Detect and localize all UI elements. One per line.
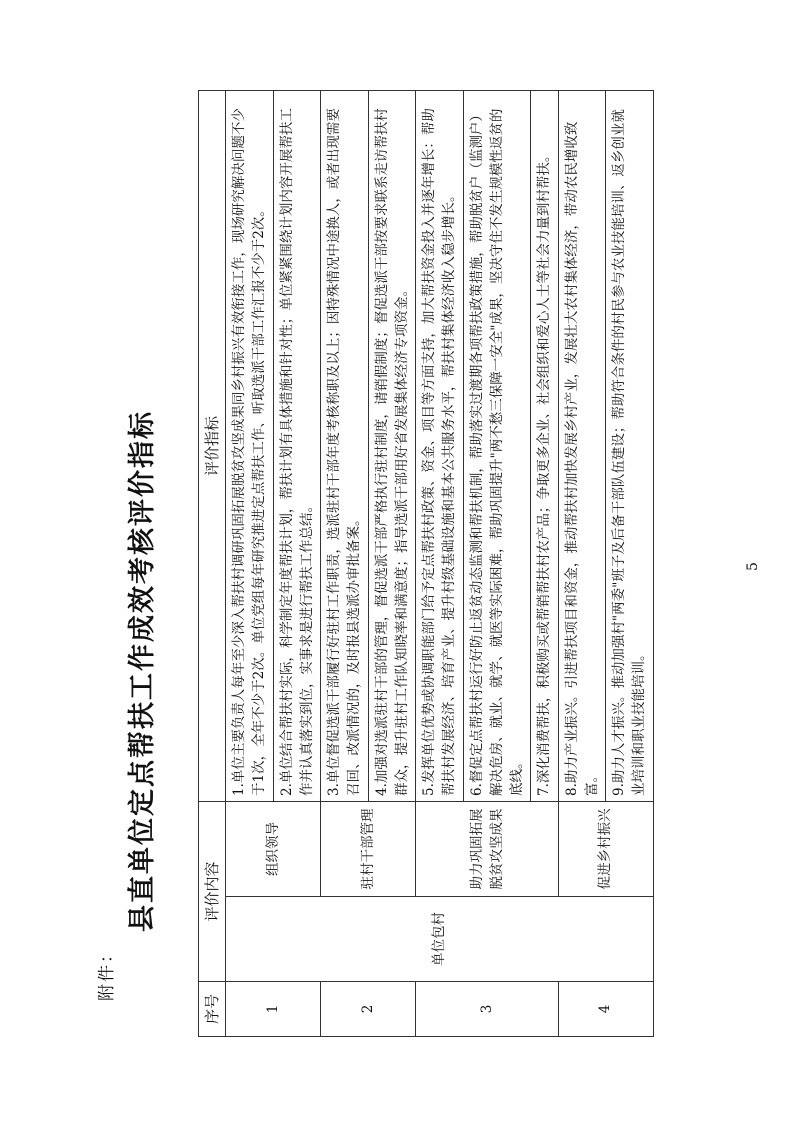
indicator-cell: 8.助力产业振兴。引进帮扶项目和资金，推动帮扶村加快发展乡村产业，发展壮大农村集体经济，带动农民增收致富。 [558,90,606,801]
category-cell: 单位包村 [226,897,654,982]
header-indicator: 评价指标 [199,90,226,801]
table-row [416,90,464,1036]
indicator-cell: 2.单位结合帮扶村实际，科学制定年度帮扶计划，帮扶计划有具体措施和针对性；单位紧紧围绕计划内容开展帮扶工作并认真落实到位，实事求是进行帮扶工作总结。 [273,90,321,801]
content-cell: 助力巩固拓展脱贫攻坚成果 [416,801,559,896]
header-content: 评价内容 [199,801,226,981]
row-number: 2 [321,982,416,1037]
content-cell: 驻村干部管理 [321,801,416,896]
page-number: 5 [745,562,761,571]
indicator-cell: 9.助力人才振兴。推动加强村"两委"班子及后备干部队伍建设；帮助符合条件的村民参与农业技能培训、返乡创业就业培训和职业技能培训。 [606,90,654,801]
indicator-cell: 3.单位督促选派干部履行好驻村工作职责，选派驻村干部年度考核称职及以上；因特殊情况中途换人，或者出现需要召回、改派情况的，及时报县选派办审批备案。 [321,90,369,801]
attachment-label: 附件： [97,944,117,1001]
indicator-cell: 4.加强对选派驻村干部的管理，督促选派干部严格执行驻村制度，请销假制度；督促选派干部按要求联系走访帮扶村群众，提升驻村工作队知晓率和满意度；指导选派干部用好省发展集体经济专项资金。 [368,90,416,801]
indicator-cell: 5.发挥单位优势或协调职能部门给予定点帮扶村政策、资金、项目等方面支持，加大帮扶资金投入并逐年增长：帮助帮扶村发展经济、培育产业、提升村级基础设施和基本公共服务水平，帮扶村集体经济收入稳步增长。 [416,90,464,801]
table-row [558,90,606,1036]
header-no: 序号 [199,982,226,1037]
row-number: 4 [558,982,653,1037]
evaluation-table [198,90,654,1037]
row-number: 1 [226,982,321,1037]
table-header-row [199,90,226,1036]
indicator-cell: 7.深化消费帮扶，积极购买或帮销帮扶村农产品；争取更多企业、社会组织和爱心人士等社会力量到村帮扶。 [531,90,558,801]
indicator-cell: 6.督促定点帮扶村运行好防止返贫动态监测和帮扶机制，帮助落实过渡期各项帮扶政策措施，帮助脱贫户（监测户）解决危房、就业、就学、就医等实际困难，帮助巩固提升"两不愁三保障一安全"成果，坚决守住不发生规模性返贫的底线。 [463,90,531,801]
table-row [226,90,274,1036]
document-title: 县直单位定点帮扶工作成效考核评价指标 [127,410,158,932]
content-cell: 促进乡村振兴 [558,801,653,896]
indicator-cell: 1.单位主要负责人每年至少深入帮扶村调研巩固拓展脱贫攻坚成果同乡村振兴有效衔接工作，现场研究解决问题不少于1次，全年不少于2次。单位党组每年研究推进定点帮扶工作、听取选派干部工作汇报不少于2次。 [226,90,274,801]
row-number: 3 [416,982,559,1037]
content-cell: 组织领导 [226,801,321,896]
table-row [321,90,369,1036]
